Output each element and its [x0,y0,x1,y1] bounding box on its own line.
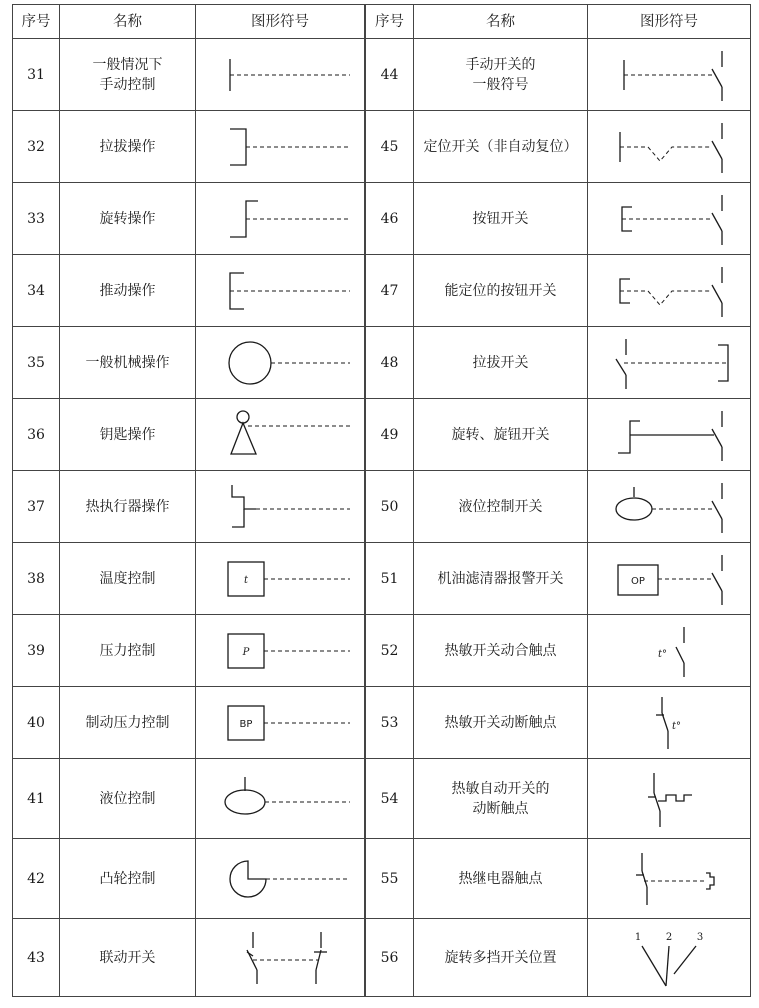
table-row [13,543,365,615]
row-num: 56 [366,919,414,997]
thermal-relay-contact-symbol-icon [594,847,744,911]
pressure-control-symbol-icon [200,621,360,681]
row-name: 联动开关 [60,919,196,997]
linked-switch-symbol-icon [200,926,360,990]
symbol-table-left [12,4,365,997]
table-row [13,255,365,327]
table-row [13,183,365,255]
row-num: 40 [13,687,60,759]
row-num: 54 [366,759,414,839]
temperature-control-symbol-icon [200,549,360,609]
row-num: 32 [13,111,60,183]
row-num: 46 [366,183,414,255]
table-row [366,687,751,759]
row-num: 33 [13,183,60,255]
table-row [366,471,751,543]
thermal-actuator-symbol-icon [200,477,360,537]
row-name: 钥匙操作 [60,399,196,471]
row-num: 36 [13,399,60,471]
row-name: 压力控制 [60,615,196,687]
header-num: 序号 [366,5,414,39]
push-operation-symbol-icon [200,261,360,321]
header-name: 名称 [414,5,588,39]
header-symbol: 图形符号 [196,5,365,39]
symbol-label: P [242,646,250,658]
symbol-table-right [365,4,751,997]
symbol-label: BP [239,718,253,730]
mechanical-operation-symbol-icon [200,333,360,393]
row-num: 39 [13,615,60,687]
row-name: 一般机械操作 [60,327,196,399]
symbol-label: t° [672,720,682,732]
row-num: 52 [366,615,414,687]
row-name: 热继电器触点 [414,839,588,919]
row-name: 定位开关（非自动复位） [414,111,588,183]
row-name: 能定位的按钮开关 [414,255,588,327]
table-row [366,839,751,919]
position-label-2: 2 [665,931,673,943]
pull-operation-symbol-icon [200,117,360,177]
table-row [13,327,365,399]
symbol-label: t° [658,648,668,660]
rotary-switch-symbol-icon [594,405,744,465]
row-num: 49 [366,399,414,471]
symbol-label: OP [631,575,645,587]
table-row [366,399,751,471]
detent-switch-symbol-icon [594,117,744,177]
table-row [366,39,751,111]
header-num: 序号 [13,5,60,39]
table-row [13,759,365,839]
row-name: 旋转、旋钮开关 [414,399,588,471]
table-row [13,39,365,111]
brake-pressure-symbol-icon [200,693,360,753]
key-operation-symbol-icon [200,405,360,465]
table-row [13,687,365,759]
row-num: 43 [13,919,60,997]
row-name: 推动操作 [60,255,196,327]
row-name: 热敏开关动断触点 [414,687,588,759]
row-num: 31 [13,39,60,111]
push-button-switch-symbol-icon [594,189,744,249]
liquid-level-switch-symbol-icon [594,477,744,537]
liquid-level-control-symbol-icon [200,767,360,831]
row-num: 37 [13,471,60,543]
row-name: 拉拔操作 [60,111,196,183]
table-row [13,111,365,183]
row-name: 机油滤清器报警开关 [414,543,588,615]
row-name: 液位控制开关 [414,471,588,543]
table-row [366,543,751,615]
header-name: 名称 [60,5,196,39]
row-num: 45 [366,111,414,183]
manual-control-symbol-icon [200,45,360,105]
table-row [13,615,365,687]
table-row [366,183,751,255]
manual-switch-symbol-icon [594,45,744,105]
row-num: 55 [366,839,414,919]
pull-switch-symbol-icon [594,333,744,393]
row-name: 温度控制 [60,543,196,615]
latching-button-switch-symbol-icon [594,261,744,321]
row-num: 44 [366,39,414,111]
multi-position-rotary-symbol-icon [594,926,744,990]
row-name: 凸轮控制 [60,839,196,919]
row-name: 热执行器操作 [60,471,196,543]
position-label-3: 3 [696,931,704,943]
table-row [366,255,751,327]
table-row [13,471,365,543]
row-num: 50 [366,471,414,543]
row-name: 一般情况下 手动控制 [60,39,196,111]
thermal-auto-nc-contact-symbol-icon [594,767,744,831]
table-row [366,759,751,839]
row-name: 液位控制 [60,759,196,839]
table-row [13,839,365,919]
row-name: 拉拔开关 [414,327,588,399]
header-symbol: 图形符号 [588,5,751,39]
table-header-row [13,5,365,39]
row-num: 42 [13,839,60,919]
row-name: 旋转操作 [60,183,196,255]
table-row [13,919,365,997]
row-name: 热敏自动开关的 动断触点 [414,759,588,839]
row-num: 34 [13,255,60,327]
row-num: 38 [13,543,60,615]
symbol-label: t [243,574,249,586]
cam-control-symbol-icon [200,847,360,911]
row-name: 旋转多挡开关位置 [414,919,588,997]
row-num: 48 [366,327,414,399]
row-name: 按钮开关 [414,183,588,255]
turn-operation-symbol-icon [200,189,360,249]
thermal-no-contact-symbol-icon [594,621,744,681]
row-num: 41 [13,759,60,839]
table-row [13,399,365,471]
row-name: 热敏开关动合触点 [414,615,588,687]
row-num: 51 [366,543,414,615]
table-row [366,615,751,687]
oil-filter-alarm-switch-symbol-icon [594,549,744,609]
row-name: 手动开关的 一般符号 [414,39,588,111]
table-header-row [366,5,751,39]
thermal-nc-contact-symbol-icon [594,693,744,753]
row-num: 53 [366,687,414,759]
table-row [366,327,751,399]
row-num: 35 [13,327,60,399]
row-num: 47 [366,255,414,327]
position-label-1: 1 [634,931,642,943]
table-row [366,919,751,997]
table-row [366,111,751,183]
row-name: 制动压力控制 [60,687,196,759]
